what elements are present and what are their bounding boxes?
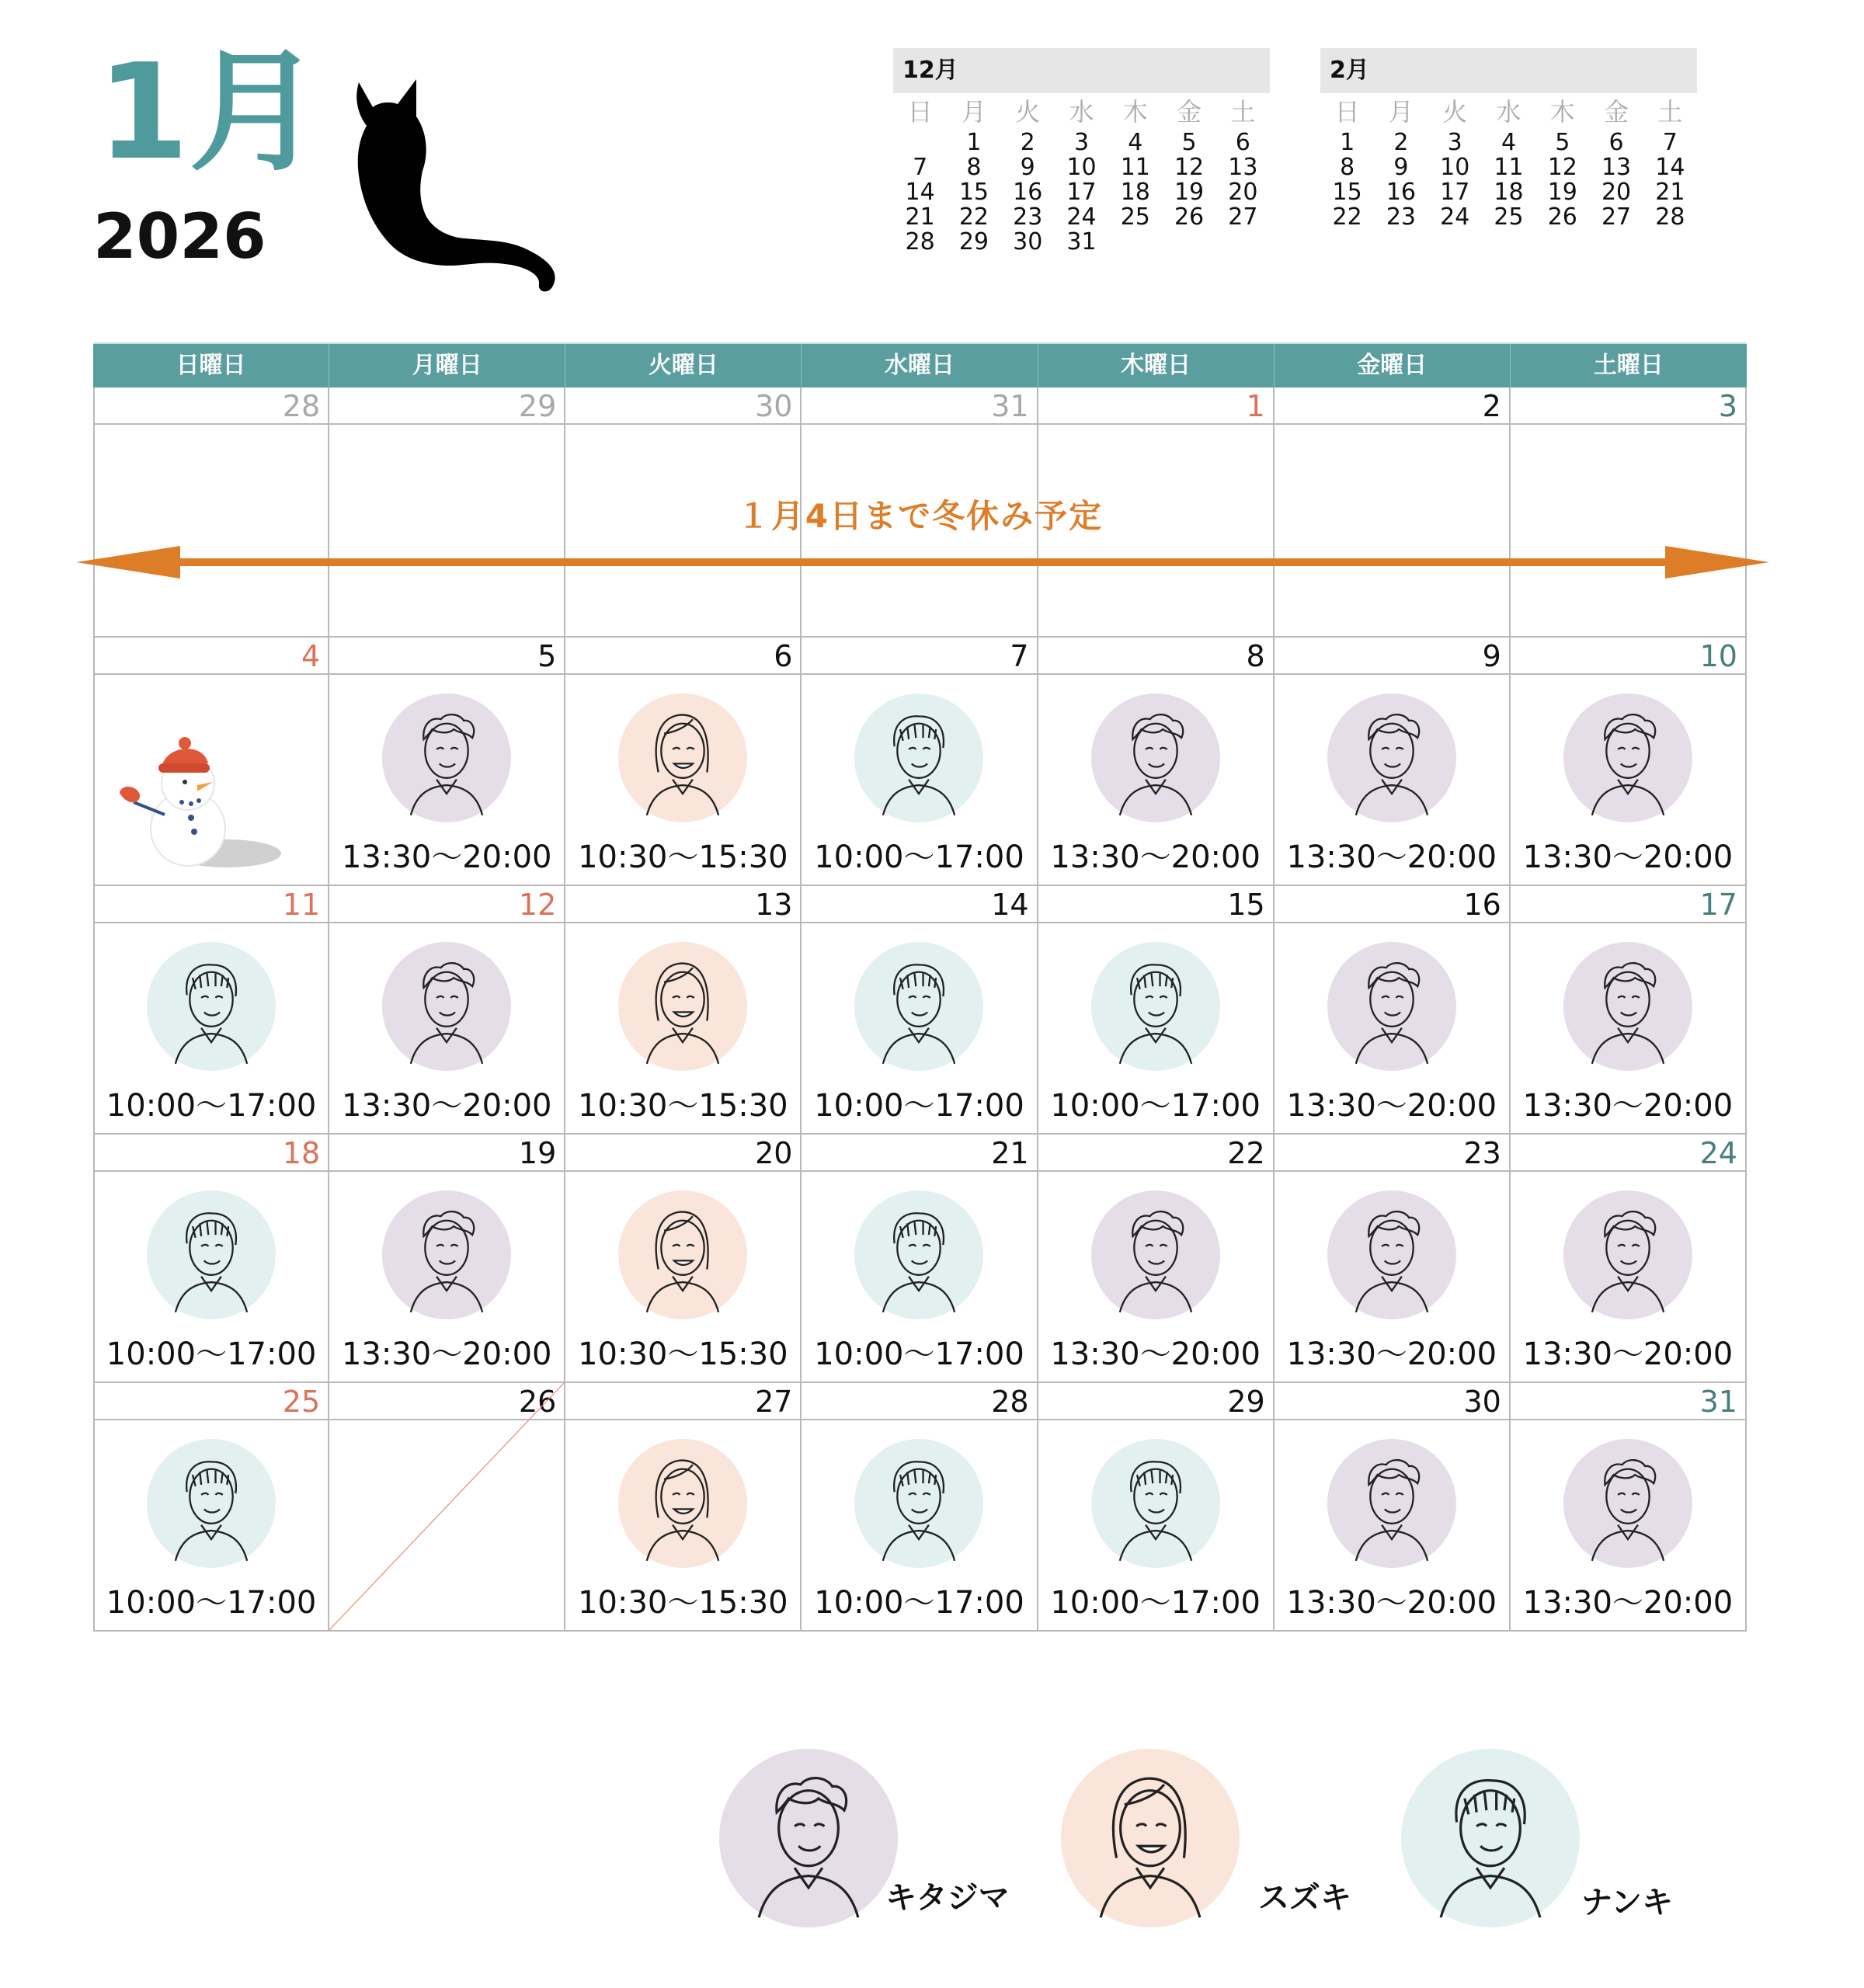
shift-time: 13:30〜20:00 [1522, 1585, 1734, 1621]
day-content [95, 675, 328, 885]
day-cell [565, 638, 802, 886]
day-number: 4 [95, 638, 328, 675]
mini-day [1216, 230, 1270, 255]
day-number: 30 [565, 388, 800, 425]
suzuki-legend-avatar-icon [1061, 1749, 1240, 1931]
day-number: 8 [1038, 638, 1273, 675]
day-number: 24 [1511, 1135, 1745, 1172]
day-content [565, 923, 800, 1133]
mini-calendar [1320, 48, 1697, 230]
cat-silhouette-icon [342, 62, 559, 295]
mini-day: 2 [1393, 129, 1409, 156]
shift-time: 13:30〜20:00 [1286, 1088, 1497, 1124]
shift-time: 10:00〜17:00 [1050, 1585, 1261, 1621]
weekday-header: 水曜日 [802, 344, 1038, 388]
weekday-header: 月曜日 [329, 344, 565, 388]
shift-time: 10:30〜15:30 [578, 1585, 788, 1621]
day-content [802, 1172, 1036, 1382]
day-content [95, 1420, 328, 1630]
shift-time: 10:00〜17:00 [106, 1088, 317, 1124]
shift-time: 10:00〜17:00 [814, 1088, 1024, 1124]
day-number: 1 [1038, 388, 1273, 425]
mini-day: 5 [1555, 129, 1570, 156]
kitajima-avatar-icon [1091, 693, 1220, 822]
kitajima-avatar-icon [1327, 942, 1456, 1071]
day-content [1511, 1172, 1745, 1382]
day-number: 7 [802, 638, 1036, 675]
kitajima-avatar-icon [1327, 1190, 1456, 1319]
day-content [329, 675, 564, 885]
calendar-grid [93, 388, 1747, 1632]
weekday-header-row [93, 342, 1747, 388]
day-number: 28 [802, 1383, 1036, 1420]
shift-time: 13:30〜20:00 [1522, 839, 1734, 875]
nanki-legend-avatar-icon [1401, 1749, 1580, 1931]
day-number: 16 [1275, 886, 1509, 923]
shift-time: 13:30〜20:00 [1522, 1336, 1734, 1372]
kitajima-avatar-icon [1563, 1439, 1692, 1568]
day-number: 14 [802, 886, 1036, 923]
mini-weekday: 水 [1496, 97, 1521, 127]
nanki-avatar-icon [854, 693, 983, 822]
nanki-avatar-icon [854, 1190, 983, 1319]
mini-calendar-title: 2月 [1320, 48, 1697, 93]
shift-time: 10:00〜17:00 [106, 1336, 317, 1372]
week-row [93, 886, 1747, 1135]
weekday-header: 土曜日 [1593, 352, 1664, 379]
day-cell [93, 638, 329, 886]
nanki-avatar-icon [147, 1439, 276, 1568]
shift-time: 10:00〜17:00 [814, 839, 1024, 875]
shift-time: 13:30〜20:00 [1050, 1336, 1261, 1372]
mini-day [1162, 230, 1215, 255]
day-cell [802, 886, 1038, 1135]
mini-weekday: 日 [907, 97, 933, 127]
mini-day: 20 [1601, 179, 1632, 206]
mini-calendar-grid [1320, 93, 1697, 230]
day-number: 20 [565, 1135, 800, 1172]
kitajima-avatar-icon [1563, 693, 1692, 822]
day-content [565, 1420, 800, 1630]
mini-day: 23 [1386, 203, 1417, 231]
shift-time: 13:30〜20:00 [1286, 1585, 1497, 1621]
day-content [1275, 1172, 1509, 1382]
mini-day: 4 [1128, 129, 1143, 156]
day-cell [565, 886, 802, 1135]
mini-day: 12 [1547, 154, 1577, 181]
mini-day: 21 [905, 203, 935, 231]
shift-time: 13:30〜20:00 [1286, 1336, 1497, 1372]
day-cell [802, 638, 1038, 886]
mini-day: 3 [1073, 129, 1090, 156]
mini-day: 1 [1340, 129, 1355, 156]
day-content [1275, 675, 1509, 885]
mini-weekday: 日 [1334, 97, 1360, 127]
mini-weekday: 水 [1069, 97, 1094, 127]
legend-staff-name: スズキ [1258, 1880, 1351, 1916]
mini-day: 11 [1120, 154, 1150, 181]
day-content [1038, 675, 1273, 885]
day-content [802, 923, 1036, 1133]
nanki-avatar-icon [854, 1439, 983, 1568]
snowman-icon [110, 737, 281, 877]
kitajima-avatar-icon [382, 942, 511, 1071]
kitajima-avatar-icon [1327, 693, 1456, 822]
day-number: 9 [1275, 638, 1509, 675]
month-title: 1月 [97, 36, 322, 189]
day-number: 21 [802, 1135, 1036, 1172]
day-number: 15 [1038, 886, 1273, 923]
day-number: 2 [1275, 388, 1509, 425]
mini-day: 31 [1066, 228, 1097, 255]
suzuki-avatar-icon [618, 1190, 747, 1319]
nanki-avatar-icon [147, 942, 276, 1071]
shift-time: 13:30〜20:00 [341, 839, 552, 875]
mini-day: 8 [966, 154, 982, 181]
week-row [93, 1135, 1747, 1383]
day-number: 12 [329, 886, 564, 923]
shift-time: 13:30〜20:00 [341, 1336, 552, 1372]
kitajima-legend-avatar-icon [719, 1749, 898, 1931]
legend-staff-name: ナンキ [1581, 1885, 1673, 1920]
mini-day: 5 [1181, 129, 1197, 156]
day-content [1038, 923, 1273, 1133]
closed-day-slash [329, 1383, 564, 1630]
kitajima-avatar-icon [382, 1190, 511, 1319]
day-number: 31 [802, 388, 1036, 425]
day-cell [1511, 1135, 1747, 1383]
day-cell [1038, 1135, 1275, 1383]
day-cell [329, 1135, 565, 1383]
legend-staff-name: キタジマ [885, 1880, 1010, 1916]
mini-day: 10 [1066, 154, 1097, 181]
mini-day [1108, 230, 1162, 255]
day-cell [802, 1135, 1038, 1383]
week-row [93, 638, 1747, 886]
mini-day: 18 [1120, 179, 1150, 206]
day-number: 17 [1511, 886, 1745, 923]
mini-weekday: 火 [1015, 97, 1041, 127]
mini-day: 13 [1601, 154, 1632, 181]
nanki-avatar-icon [854, 942, 983, 1071]
mini-day: 19 [1174, 179, 1205, 206]
day-number: 26 [329, 1383, 564, 1420]
mini-weekday: 月 [1388, 97, 1414, 127]
mini-day: 14 [1655, 154, 1685, 181]
day-number: 18 [95, 1135, 328, 1172]
day-cell [802, 1383, 1038, 1632]
shift-time: 13:30〜20:00 [341, 1088, 552, 1124]
day-cell [93, 1135, 329, 1383]
mini-weekday: 木 [1549, 97, 1575, 127]
mini-day: 21 [1655, 179, 1685, 206]
day-number: 10 [1511, 638, 1745, 675]
week-row [93, 1383, 1747, 1632]
day-number: 6 [565, 638, 800, 675]
mini-day: 27 [1601, 203, 1632, 231]
mini-day: 28 [1655, 203, 1685, 231]
mini-day: 16 [1386, 179, 1417, 206]
mini-day: 15 [958, 179, 989, 206]
mini-day: 18 [1494, 179, 1524, 206]
kitajima-avatar-icon [1327, 1439, 1456, 1568]
mini-day: 9 [1393, 154, 1409, 181]
day-number: 28 [95, 388, 328, 425]
shift-time: 10:00〜17:00 [106, 1585, 317, 1621]
shift-time: 13:30〜20:00 [1286, 839, 1497, 875]
mini-day: 12 [1174, 154, 1205, 181]
mini-day: 6 [1608, 129, 1624, 156]
mini-day: 22 [958, 203, 989, 231]
year-title: 2026 [93, 200, 266, 273]
mini-day: 22 [1332, 203, 1362, 231]
day-number: 3 [1511, 388, 1745, 425]
day-cell [93, 886, 329, 1135]
day-content [802, 1420, 1036, 1630]
day-cell [329, 886, 565, 1135]
weekday-header: 火曜日 [565, 344, 802, 388]
day-content [95, 923, 328, 1133]
day-cell [565, 1383, 802, 1632]
mini-day: 25 [1494, 203, 1524, 231]
mini-day: 11 [1494, 154, 1524, 181]
mini-day: 26 [1174, 203, 1205, 231]
day-content [95, 1172, 328, 1382]
shift-time: 10:30〜15:30 [578, 839, 788, 875]
mini-day: 25 [1120, 203, 1150, 231]
day-content [1511, 675, 1745, 885]
mini-weekday: 月 [961, 97, 986, 127]
mini-day: 16 [1013, 179, 1043, 206]
mini-day: 9 [1020, 154, 1035, 181]
day-content [1511, 923, 1745, 1133]
winter-break-banner: １月4日まで冬休み予定 [736, 497, 1104, 535]
mini-day: 7 [1662, 129, 1678, 156]
mini-day: 4 [1501, 129, 1517, 156]
mini-day: 27 [1228, 203, 1258, 231]
kitajima-avatar-icon [382, 693, 511, 822]
day-cell [1275, 1135, 1511, 1383]
day-content [565, 1172, 800, 1382]
mini-day: 2 [1020, 129, 1035, 156]
shift-time: 10:00〜17:00 [814, 1336, 1024, 1372]
mini-day: 15 [1332, 179, 1362, 206]
mini-calendar [893, 48, 1270, 255]
suzuki-avatar-icon [618, 693, 747, 822]
mini-day: 8 [1340, 154, 1355, 181]
nanki-avatar-icon [1091, 942, 1220, 1071]
mini-weekday: 火 [1442, 97, 1468, 127]
shift-time: 13:30〜20:00 [1050, 839, 1261, 875]
day-cell [1038, 1383, 1275, 1632]
mini-weekday: 金 [1177, 97, 1202, 127]
nanki-avatar-icon [1091, 1439, 1220, 1568]
weekday-header: 日曜日 [93, 344, 329, 388]
day-cell [1511, 638, 1747, 886]
mini-day: 29 [958, 228, 989, 255]
day-cell [565, 1135, 802, 1383]
day-cell [1511, 1383, 1747, 1632]
mini-day: 20 [1228, 179, 1258, 206]
nanki-avatar-icon [147, 1190, 276, 1319]
day-content [565, 675, 800, 885]
day-cell [1275, 638, 1511, 886]
mini-calendar-grid [893, 93, 1270, 255]
day-cell [1038, 886, 1275, 1135]
suzuki-avatar-icon [618, 942, 747, 1071]
day-cell [1038, 638, 1275, 886]
shift-time: 13:30〜20:00 [1522, 1088, 1734, 1124]
day-number: 23 [1275, 1135, 1509, 1172]
mini-weekday: 木 [1122, 97, 1148, 127]
shift-time: 10:00〜17:00 [814, 1585, 1024, 1621]
day-number: 30 [1275, 1383, 1509, 1420]
day-content [802, 675, 1036, 885]
mini-day: 1 [966, 129, 982, 156]
kitajima-avatar-icon [1091, 1190, 1220, 1319]
day-number: 5 [329, 638, 564, 675]
kitajima-avatar-icon [1563, 1190, 1692, 1319]
day-number: 13 [565, 886, 800, 923]
day-content [1275, 923, 1509, 1133]
day-number: 22 [1038, 1135, 1273, 1172]
mini-day: 7 [913, 154, 928, 181]
mini-day: 26 [1547, 203, 1577, 231]
mini-weekday: 金 [1604, 97, 1629, 127]
shift-time: 10:30〜15:30 [578, 1336, 788, 1372]
mini-day: 17 [1440, 179, 1470, 206]
day-number: 29 [1038, 1383, 1273, 1420]
day-number: 19 [329, 1135, 564, 1172]
mini-day: 23 [1013, 203, 1043, 231]
day-number: 29 [329, 388, 564, 425]
mini-day [893, 130, 947, 155]
day-cell [329, 1383, 565, 1632]
weekday-header: 木曜日 [1038, 344, 1275, 388]
mini-calendar-title: 12月 [893, 48, 1270, 93]
week-row [93, 388, 1747, 638]
mini-day: 19 [1547, 179, 1577, 206]
suzuki-avatar-icon [618, 1439, 747, 1568]
mini-day: 24 [1066, 203, 1097, 231]
day-number: 31 [1511, 1383, 1745, 1420]
kitajima-avatar-icon [1563, 942, 1692, 1071]
day-content [1038, 1420, 1273, 1630]
mini-day: 6 [1235, 129, 1250, 156]
day-number: 25 [95, 1383, 328, 1420]
day-number: 11 [95, 886, 328, 923]
day-content [329, 1172, 564, 1382]
mini-day: 13 [1228, 154, 1258, 181]
day-content [329, 923, 564, 1133]
day-cell [1275, 886, 1511, 1135]
mini-day: 17 [1066, 179, 1097, 206]
day-content [1275, 1420, 1509, 1630]
day-cell [1511, 886, 1747, 1135]
day-cell [93, 1383, 329, 1632]
mini-day: 30 [1013, 228, 1043, 255]
shift-time: 10:00〜17:00 [1050, 1088, 1261, 1124]
mini-weekday: 土 [1230, 97, 1256, 127]
weekday-header: 金曜日 [1275, 344, 1511, 388]
day-cell [329, 638, 565, 886]
mini-day: 24 [1440, 203, 1470, 231]
double-arrow-icon [76, 543, 1769, 582]
mini-day: 28 [905, 228, 935, 255]
mini-weekday: 土 [1657, 97, 1683, 127]
mini-day: 10 [1440, 154, 1470, 181]
day-number: 27 [565, 1383, 800, 1420]
day-cell [1275, 1383, 1511, 1632]
mini-day: 3 [1447, 129, 1462, 156]
day-content [1511, 1420, 1745, 1630]
mini-day: 14 [905, 179, 935, 206]
shift-time: 10:30〜15:30 [578, 1088, 788, 1124]
day-content [1038, 1172, 1273, 1382]
